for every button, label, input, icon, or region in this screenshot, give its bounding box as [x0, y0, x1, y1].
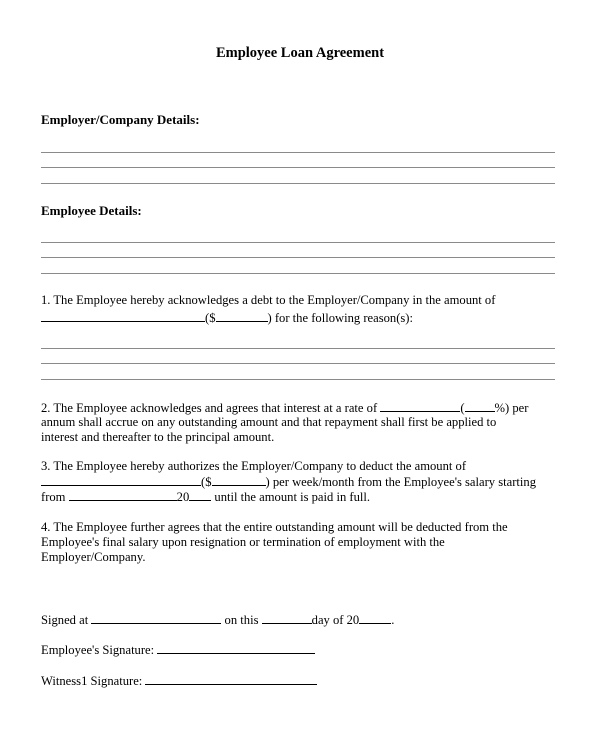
reason-line-2[interactable]: [41, 363, 555, 364]
employer-line-1[interactable]: [41, 152, 555, 153]
reason-line-1[interactable]: [41, 348, 555, 349]
clause-3-from: from: [41, 490, 66, 504]
employee-line-1[interactable]: [41, 242, 555, 243]
clause-1: [41, 293, 495, 325]
signed-day-blank[interactable]: [262, 612, 312, 624]
document-title: Employee Loan Agreement: [215, 45, 385, 61]
clause-3-year: 20: [176, 490, 190, 504]
clause-3-line-1: 3. The Employee hereby authorizes the Employer/Company to deduct the amount of: [41, 459, 467, 473]
clause-4: [41, 520, 508, 565]
clause-2-line-1-start: 2. The Employee acknowledges and agrees that interest at a rate of: [41, 401, 378, 415]
employee-signature-blank[interactable]: [157, 642, 315, 654]
clause-2-line-3: interest and thereafter to the principal amount.: [41, 430, 275, 444]
on-this-label: on this: [224, 613, 259, 627]
employee-details-heading: Employee Details:: [41, 203, 142, 218]
employee-line-2[interactable]: [41, 257, 555, 258]
clause-3: [41, 459, 536, 504]
loan-amount-number-blank[interactable]: [216, 310, 268, 322]
day-of-label: day of 20: [311, 613, 360, 627]
employer-line-3[interactable]: [41, 183, 555, 184]
employer-details-heading: Employer/Company Details:: [41, 112, 200, 127]
clause-2-line-1-end: %) per: [494, 401, 529, 415]
clause-1-after: ) for the following reason(s):: [267, 311, 413, 325]
interest-rate-words-blank[interactable]: [380, 400, 460, 412]
clause-1-paren: ($: [205, 311, 216, 325]
employee-signature-row: [41, 642, 315, 658]
signed-at-row: [41, 612, 394, 628]
clause-3-line-2-end: ) per week/month from the Employee's salary starting: [265, 475, 537, 489]
clause-3-paren: ($: [201, 475, 212, 489]
witness-signature-row: [41, 673, 317, 689]
signed-at-place-blank[interactable]: [91, 612, 221, 624]
signed-year-blank[interactable]: [359, 612, 391, 624]
clause-4-line-1: 4. The Employee further agrees that the entire outstanding amount will be deducted from the: [41, 520, 508, 534]
clause-2: [41, 400, 528, 445]
witness-signature-label: Witness1 Signature:: [41, 674, 143, 688]
clause-2-line-2: annum shall accrue on any outstanding amount and that repayment shall first be applied to: [41, 415, 497, 429]
deduction-amount-number-blank[interactable]: [212, 474, 266, 486]
witness-signature-blank[interactable]: [145, 673, 317, 685]
start-year-blank[interactable]: [189, 489, 211, 501]
employer-line-2[interactable]: [41, 167, 555, 168]
start-date-blank[interactable]: [69, 489, 177, 501]
clause-3-line-3-end: until the amount is paid in full.: [214, 490, 371, 504]
interest-rate-number-blank[interactable]: [465, 400, 495, 412]
deduction-amount-words-blank[interactable]: [41, 474, 201, 486]
signed-at-label: Signed at: [41, 613, 89, 627]
reason-line-3[interactable]: [41, 379, 555, 380]
clause-1-line-1: 1. The Employee hereby acknowledges a debt to the Employer/Company in the amount of: [41, 293, 496, 307]
clause-4-line-2: Employee's final salary upon resignation or termination of employment with the: [41, 535, 445, 549]
employee-signature-label: Employee's Signature:: [41, 643, 155, 657]
clause-4-line-3: Employer/Company.: [41, 550, 146, 564]
loan-amount-words-blank[interactable]: [41, 310, 205, 322]
signed-period: .: [391, 613, 395, 627]
employee-line-3[interactable]: [41, 273, 555, 274]
clause-2-paren: (: [460, 401, 465, 415]
